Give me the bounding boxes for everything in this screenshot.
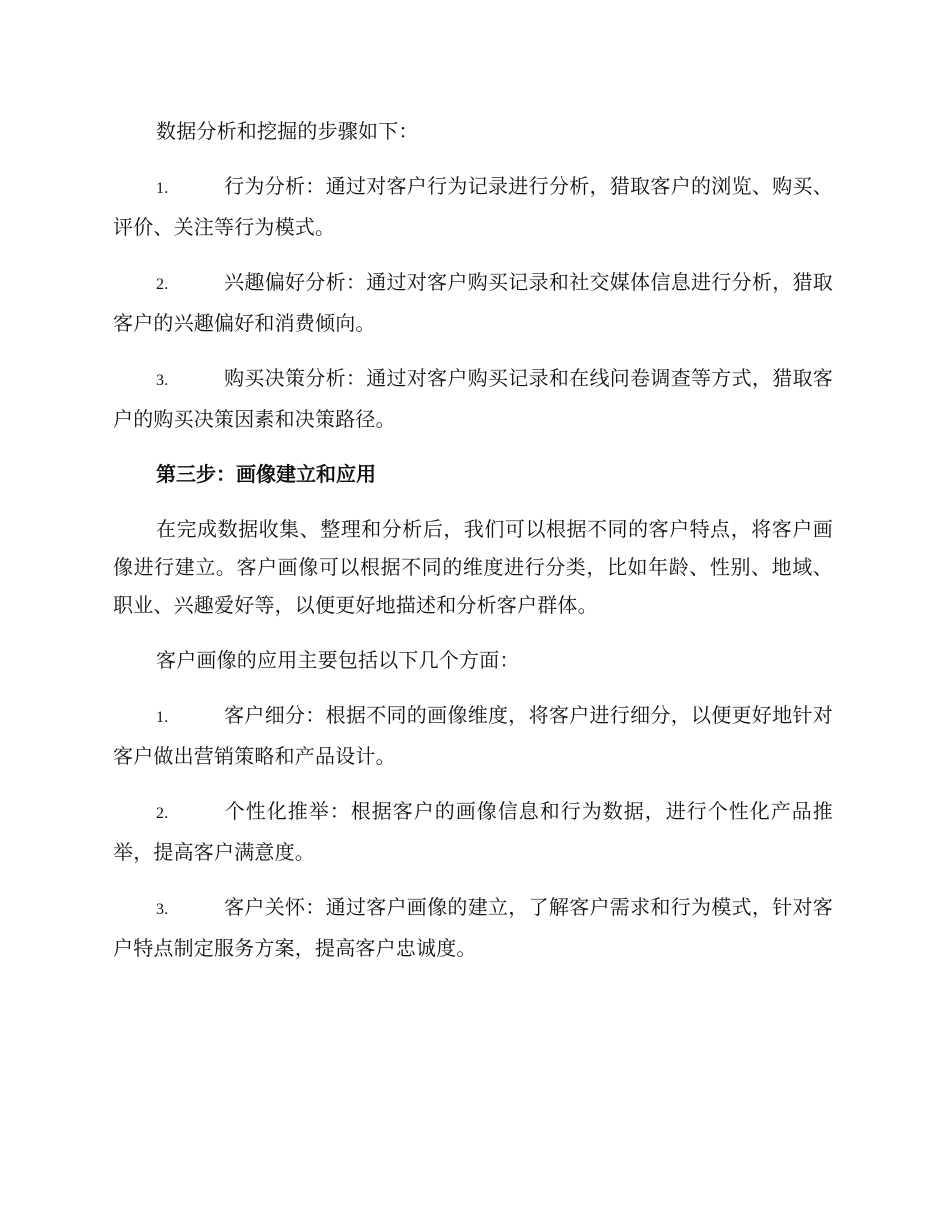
list-item [113,359,833,438]
list-item-number: 2. [156,805,169,822]
section-heading: 第三步：画像建立和应用 [156,462,376,486]
list-item-number: 2. [156,276,169,293]
step3-paragraph: 在完成数据收集、整理和分析后，我们可以根据不同的客户特点，将客户画像进行建立。客户画像可以根据不同的维度进行分类，比如年龄、性别、地域、职业、兴趣爱好等，以便更好地描述和分析客户群体。 [113,517,833,617]
list-item-text: 兴趣偏好分析：通过对客户购买记录和社交媒体信息进行分析，猎取客户的兴趣偏好和消费倾向。 [113,270,833,335]
list-item-text: 购买决策分析：通过对客户购买记录和在线问卷调查等方式，猎取客户的购买决策因素和决策路径。 [113,366,833,431]
list-item-number: 3. [156,372,169,389]
list-item-text: 个性化推举：根据客户的画像信息和行为数据，进行个性化产品推举，提高客户满意度。 [113,799,833,864]
list-item [113,167,833,246]
list-item-number: 1. [156,709,169,726]
list-item-number: 3. [156,901,169,918]
list-item [113,263,833,342]
list-item-text: 行为分析：通过对客户行为记录进行分析，猎取客户的浏览、购买、评价、关注等行为模式。 [113,174,833,239]
application-intro-paragraph: 客户画像的应用主要包括以下几个方面： [156,648,520,672]
list-item [113,696,833,775]
list-item-number: 1. [156,180,169,197]
list-item-text: 客户关怀：通过客户画像的建立，了解客户需求和行为模式，针对客户特点制定服务方案，提高客户忠诚度。 [113,895,833,960]
list-item [113,792,833,871]
list-item [113,888,833,967]
list-item-text: 客户细分：根据不同的画像维度，将客户进行细分，以便更好地针对客户做出营销策略和产品设计。 [113,703,833,768]
document-body [113,112,833,984]
intro-steps-paragraph: 数据分析和挖掘的步骤如下： [156,119,419,143]
